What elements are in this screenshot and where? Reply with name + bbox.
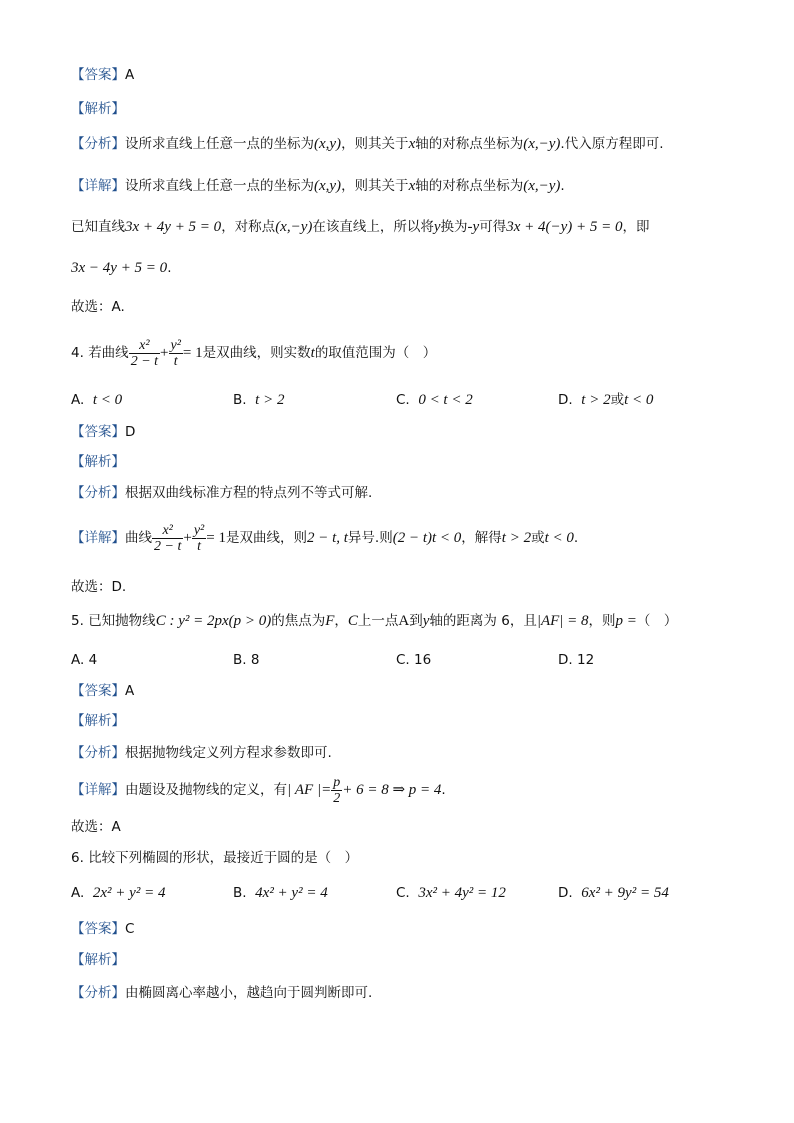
option-label: D.	[558, 392, 573, 408]
question-number: 4.	[71, 345, 84, 361]
math-var: y	[433, 219, 441, 235]
option-math: 2x² + y² = 4	[92, 885, 166, 901]
option-label: C.	[396, 885, 410, 901]
option-label: B.	[233, 392, 247, 408]
math-var: t	[310, 345, 315, 361]
explain-tag: 【解析】	[71, 101, 125, 117]
q5-option-d	[558, 651, 594, 669]
analysis-text: 轴的对称点坐标为	[415, 136, 524, 152]
q5-analysis-line	[71, 744, 332, 762]
option-math: t < 0	[92, 392, 123, 408]
math-equation: 3x + 4y + 5 = 0	[125, 219, 222, 235]
option-math: t < 0	[624, 392, 654, 408]
option-math: 6x² + 9y² = 54	[581, 885, 669, 901]
analysis-text: 根据双曲线标准方程的特点列不等式可解.	[125, 485, 373, 501]
option-text: 或	[610, 392, 625, 408]
fraction-numerator: x²	[152, 523, 183, 539]
q4-analysis-line	[71, 484, 372, 502]
detail-tag: 【详解】	[71, 782, 125, 798]
q5-option-b	[233, 651, 259, 669]
q6-option-a	[71, 884, 165, 902]
detail-text: .	[167, 260, 172, 276]
option-math: 3x² + 4y² = 12	[418, 885, 506, 901]
answer-value: D	[125, 424, 136, 440]
fraction-denominator: t	[173, 353, 178, 369]
analysis-text: 由椭圆离心率越小，越趋向于圆判断即可.	[125, 985, 373, 1001]
detail-text: .	[441, 782, 446, 798]
q4-option-c	[396, 391, 473, 409]
explain-tag: 【解析】	[71, 454, 125, 470]
detail-text: ，解得	[461, 530, 502, 546]
stem-text: （ ）	[636, 613, 678, 629]
fraction	[152, 523, 183, 554]
analysis-text: 设所求直线上任意一点的坐标为	[125, 136, 314, 152]
detail-text: 在该直线上，所以将	[312, 219, 434, 235]
option-label: D.	[558, 885, 573, 901]
math-var: y	[422, 613, 430, 629]
detail-text: ，对称点	[221, 219, 276, 235]
detail-text: .	[560, 178, 565, 194]
detail-tag: 【详解】	[71, 530, 125, 546]
q3-answer-line	[71, 66, 134, 84]
math-equation: 3x + 4(−y) + 5 = 0	[506, 219, 623, 235]
stem-text: 到	[409, 613, 423, 629]
q4-explain-line	[71, 453, 125, 471]
math-operator: +	[160, 345, 169, 361]
math-equation: 3x − 4y + 5 = 0	[71, 260, 168, 276]
q4-detail-line	[71, 520, 578, 556]
answer-tag: 【答案】	[71, 67, 125, 83]
fraction-denominator: 2 − t	[130, 353, 159, 369]
math-point: (x,y)	[314, 136, 342, 152]
math-equation: |AF| = 8	[536, 613, 589, 629]
stem-text: 若曲线	[88, 345, 129, 361]
detail-text: 曲线	[125, 530, 152, 546]
analysis-text: 根据抛物线定义列方程求参数即可.	[125, 745, 332, 761]
stem-text: 比较下列椭圆的形状，最接近于圆的是（ ）	[88, 850, 359, 866]
q4-option-d	[558, 391, 653, 409]
q6-analysis-line	[71, 984, 372, 1002]
math-equation: = 1	[206, 530, 226, 546]
q6-explain-line	[71, 951, 125, 969]
q5-option-c	[396, 651, 431, 669]
q5-stem	[71, 612, 677, 630]
analysis-tag: 【分析】	[71, 745, 125, 761]
q5-detail-line	[71, 772, 446, 808]
detail-text: ，即	[622, 219, 650, 235]
fraction-denominator: 2	[333, 790, 341, 806]
analysis-tag: 【分析】	[71, 985, 125, 1001]
q6-option-c	[396, 884, 506, 902]
option-label: C.	[396, 392, 410, 408]
math-expr: (2 − t)t < 0	[392, 530, 462, 546]
option-math: 0 < t < 2	[418, 392, 473, 408]
q3-detail-line	[71, 177, 565, 195]
answer-value: C	[125, 921, 135, 937]
math-var: A	[398, 613, 410, 629]
q3-detail-line-3	[71, 259, 171, 277]
fraction	[129, 338, 160, 369]
q6-answer-line	[71, 920, 134, 938]
q3-explain-line	[71, 100, 125, 118]
q4-option-b	[233, 391, 284, 409]
q4-choose-line	[71, 578, 126, 596]
choose-text: 故选：D.	[71, 579, 127, 595]
stem-text: ，则	[588, 613, 616, 629]
stem-text: 上一点	[357, 613, 399, 629]
q5-choose-line	[71, 818, 121, 836]
stem-text: 是双曲线，则实数	[202, 345, 311, 361]
detail-tag: 【详解】	[71, 178, 125, 194]
math-equation: p =	[615, 613, 637, 629]
analysis-tag: 【分析】	[71, 485, 125, 501]
analysis-text: .代入原方程即可.	[560, 136, 664, 152]
q6-option-b	[233, 884, 328, 902]
option-math: t > 2	[581, 392, 611, 408]
stem-text: ，	[334, 613, 348, 629]
explain-tag: 【解析】	[71, 713, 125, 729]
math-point: (x,y)	[314, 178, 342, 194]
q3-choose-line	[71, 298, 125, 316]
choose-text: 故选：A	[71, 819, 121, 835]
detail-text: ，则其关于	[341, 178, 409, 194]
detail-text: 可得	[479, 219, 507, 235]
choose-text: 故选：A.	[71, 299, 125, 315]
option-math: 4x² + y² = 4	[255, 885, 328, 901]
option-text: D. 12	[558, 652, 595, 668]
stem-text: 已知抛物线	[88, 613, 156, 629]
math-expr: t > 2	[501, 530, 532, 546]
detail-text: 设所求直线上任意一点的坐标为	[125, 178, 314, 194]
analysis-text: ，则其关于	[341, 136, 409, 152]
answer-tag: 【答案】	[71, 921, 125, 937]
q6-option-d	[558, 884, 669, 902]
option-text: B. 8	[233, 652, 260, 668]
math-var: C	[347, 613, 358, 629]
stem-text: 的取值范围为（ ）	[314, 345, 437, 361]
option-label: B.	[233, 885, 247, 901]
fraction-denominator: t	[197, 538, 201, 554]
fraction-numerator: p	[333, 774, 341, 790]
fraction	[192, 523, 206, 554]
fraction-numerator: y²	[170, 337, 181, 353]
analysis-tag: 【分析】	[71, 136, 125, 152]
question-number: 5.	[71, 613, 84, 629]
fraction-numerator: x²	[129, 338, 160, 354]
detail-text: .	[573, 530, 579, 546]
math-point: (x,−y)	[275, 219, 313, 235]
explain-tag: 【解析】	[71, 952, 125, 968]
math-expr: 2 − t, t	[306, 530, 348, 546]
math-point: (x,−y)	[523, 178, 561, 194]
math-var: x	[408, 136, 416, 152]
q4-answer-line	[71, 423, 135, 441]
option-math: t > 2	[255, 392, 285, 408]
stem-text: 轴的距离为 6，且	[429, 613, 537, 629]
stem-text: 的焦点为	[271, 613, 326, 629]
fraction	[169, 338, 183, 369]
answer-tag: 【答案】	[71, 424, 125, 440]
detail-text: 已知直线	[71, 219, 125, 235]
math-expr: + 6 = 8 ⇒ p = 4	[342, 782, 442, 798]
q4-option-a	[71, 391, 122, 409]
q3-analysis-line	[71, 135, 664, 153]
math-expr: t < 0	[544, 530, 574, 546]
q5-option-a	[71, 651, 97, 669]
fraction-numerator: y²	[193, 522, 205, 538]
math-expr: | AF |=	[287, 782, 332, 798]
math-equation: = 1	[182, 345, 203, 361]
option-text: A. 4	[71, 652, 98, 668]
math-point: (x,−y)	[523, 136, 561, 152]
math-operator: +	[183, 530, 192, 546]
detail-text: 由题设及抛物线的定义，有	[125, 782, 287, 798]
fraction	[331, 775, 342, 806]
option-label: A.	[71, 392, 85, 408]
q3-detail-line-2	[71, 218, 650, 236]
q5-explain-line	[71, 712, 125, 730]
math-equation: C : y² = 2px(p > 0)	[155, 613, 272, 629]
q4-stem	[71, 335, 436, 371]
q5-answer-line	[71, 682, 134, 700]
question-number: 6.	[71, 850, 84, 866]
option-text: C. 16	[396, 652, 432, 668]
detail-text: 换为	[440, 219, 468, 235]
option-label: A.	[71, 885, 85, 901]
q6-stem	[71, 849, 358, 867]
math-var: -y	[467, 219, 480, 235]
detail-text: 异号.则	[347, 530, 393, 546]
answer-tag: 【答案】	[71, 683, 125, 699]
answer-value: A	[125, 683, 135, 699]
math-var: F	[325, 613, 335, 629]
detail-text: 或	[531, 530, 545, 546]
answer-value: A	[125, 67, 135, 83]
math-var: x	[408, 178, 416, 194]
detail-text: 轴的对称点坐标为	[415, 178, 524, 194]
fraction-denominator: 2 − t	[154, 538, 182, 554]
detail-text: 是双曲线，则	[225, 530, 307, 546]
